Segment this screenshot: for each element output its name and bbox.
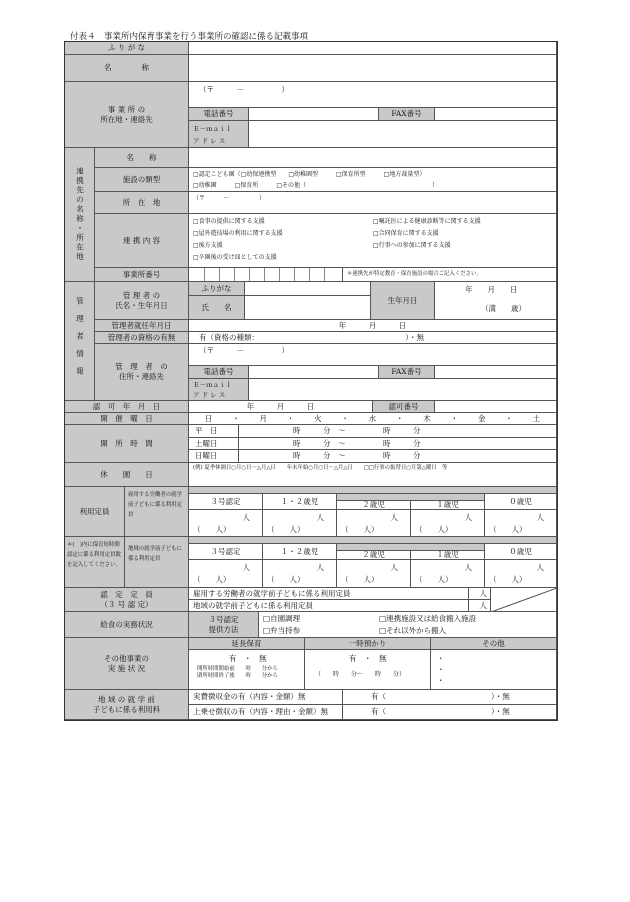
local-age1-count[interactable] xyxy=(411,560,485,588)
day-sat[interactable]: 土 xyxy=(532,413,540,423)
day-wed[interactable]: 水 xyxy=(368,413,377,423)
manager-address-label: 管 理 者 の 住所・連絡先 xyxy=(95,344,189,401)
meal-method-field[interactable] xyxy=(259,612,557,638)
manager-birth-field[interactable] xyxy=(435,282,557,320)
closed-days-field[interactable] xyxy=(189,463,557,487)
day-sun[interactable]: 日 xyxy=(204,413,213,423)
partner-name-field[interactable] xyxy=(189,148,557,168)
capacity-local-label: 地域の就学前子どもに係る利用定員 xyxy=(125,537,189,588)
emp-cat3-count[interactable] xyxy=(189,510,263,537)
partner-office-no-label: 事業所番号 xyxy=(95,268,189,282)
manager-postal: （〒 － ） xyxy=(199,346,289,355)
emp-age12-count[interactable] xyxy=(263,510,337,537)
fixed-local-count[interactable]: 人 xyxy=(469,600,491,612)
capacity-local-band xyxy=(189,537,557,544)
hours-saturday-label: 土曜日 xyxy=(189,438,239,450)
closed-days-label: 休 園 日 xyxy=(65,463,189,487)
day-sep: ・ xyxy=(505,413,513,423)
partner-type-label: 施設の類型 xyxy=(95,168,189,192)
operator-name-field[interactable] xyxy=(189,55,557,82)
unit-person: 人 xyxy=(536,563,544,572)
partner-section-label: 連携先の名称・所在地 xyxy=(65,148,95,282)
local-age12-count[interactable] xyxy=(263,560,337,588)
content-option-event[interactable]: □行事への参加に関する支援 xyxy=(373,242,451,249)
local-age2-count[interactable] xyxy=(337,560,411,588)
other-bullets: ・ ・ ・ xyxy=(437,654,445,685)
unit-person: 人 xyxy=(536,513,544,522)
extended-care-label: 延長保育 xyxy=(189,638,305,650)
content-option-meal[interactable]: □食事の提供に関する支援 xyxy=(193,218,265,225)
manager-fullname-field[interactable] xyxy=(245,296,371,320)
closed-days-example: (例) 夏季休園日○月○日～△月△日 年末年始○月○日～△月△日 □□行事の振替日○月第△曜日 等 xyxy=(193,465,448,471)
local-cat3-count[interactable] xyxy=(189,560,263,588)
hours-sunday-label: 日曜日 xyxy=(189,450,239,463)
short-time-count: （ 人） xyxy=(415,575,453,584)
day-sep: ・ xyxy=(286,413,295,423)
other-field[interactable] xyxy=(431,650,557,690)
day-sep: ・ xyxy=(232,413,240,423)
day-thu[interactable]: 木 xyxy=(423,413,431,423)
fee-actual-label: 実費徴収金の有（内容・金額）無 xyxy=(189,690,343,705)
meal-method-label: ３号認定 提供方法 xyxy=(189,612,259,638)
local-age-band xyxy=(337,544,485,551)
short-time-count: （ 人） xyxy=(415,525,453,534)
location-tel-field[interactable] xyxy=(249,108,379,121)
manager-birth-label: 生年月日 xyxy=(371,282,435,320)
partner-address-label: 所 在 地 xyxy=(95,192,189,214)
emp-age0-count[interactable] xyxy=(485,510,557,537)
hours-saturday-field[interactable]: 時 分 ～ 時 分 xyxy=(239,438,557,450)
hours-weekday-field[interactable]: 時 分 ～ 時 分 xyxy=(239,425,557,438)
emp-age2-count[interactable] xyxy=(337,510,411,537)
operator-furigana-field[interactable] xyxy=(189,42,557,55)
partner-content-field[interactable] xyxy=(189,214,557,268)
short-time-count: （ 人） xyxy=(193,525,231,534)
local-age0-label: ０歳児 xyxy=(485,544,557,560)
emp-age1-label: １歳児 xyxy=(411,501,485,510)
fee-extra-label: 上乗せ徴収の有（内容・理由・金額）無 xyxy=(189,705,343,720)
emp-age-band xyxy=(337,494,485,501)
emp-cat3-label: ３号認定 xyxy=(189,494,263,510)
other-label: その他 xyxy=(431,638,557,650)
partner-type-line1[interactable]: □認定こども園（□幼保連携型 □幼稚園型 □保育所型 □地方裁量型） xyxy=(193,171,426,178)
location-address-field[interactable] xyxy=(189,82,557,108)
emp-age2-label: ２歳児 xyxy=(337,501,411,510)
location-email-field[interactable] xyxy=(249,121,557,148)
local-age2-label: ２歳児 xyxy=(337,551,411,560)
emp-age1-count[interactable] xyxy=(411,510,485,537)
capacity-label: 利用定員 xyxy=(65,487,125,537)
fee-label: 地 域 の 就 学 前 子どもに係る利用料 xyxy=(65,690,189,720)
other-services-label: その他事業の 実 施 状 況 xyxy=(65,638,189,690)
unit-person: 人 xyxy=(464,513,472,522)
meal-label: 給食の実務状況 xyxy=(65,612,189,638)
manager-qual-value[interactable]: 有（資格の種類： ）・無 xyxy=(189,332,557,344)
manager-furigana-label: ふりがな xyxy=(189,282,245,296)
fixed-employee-count[interactable]: 人 xyxy=(469,588,491,600)
short-time-count: （ 人） xyxy=(489,575,527,584)
open-days-field[interactable] xyxy=(189,413,557,425)
hours-sunday-field[interactable]: 時 分 ～ 時 分 xyxy=(239,450,557,463)
manager-fax-label: FAX番号 xyxy=(379,366,435,379)
fixed-capacity-label: 認 定 定 員 （３ 号 認 定） xyxy=(65,588,189,612)
page-title: 付表４ 事業所内保育事業を行う事業所の確認に係る記載事項 xyxy=(70,32,309,42)
local-age1-label: １歳児 xyxy=(411,551,485,560)
content-option-graduate[interactable]: □卒園後の受け皿としての支援 xyxy=(193,254,277,261)
content-option-doctor[interactable]: □嘱託医による健康診断等に関する支援 xyxy=(373,218,481,225)
approval-no-label: 認可番号 xyxy=(373,401,435,413)
manager-furigana-field[interactable] xyxy=(245,282,371,296)
manager-qual-label: 管理者の資格の有無 xyxy=(95,332,189,344)
capacity-note: ＊( )内に保育短時間認定に係る利用定員数を記入してください。 xyxy=(65,537,125,588)
emp-age12-label: １・２歳児 xyxy=(263,494,337,510)
unit-person: 人 xyxy=(390,513,398,522)
manager-email-label: Ｅ－ｍａｉｌ ア ド レ ス xyxy=(189,379,249,401)
short-time-count: （ 人） xyxy=(341,525,379,534)
content-option-backup[interactable]: □後方支援 xyxy=(193,242,223,249)
content-option-joint[interactable]: □合同保育に関する支援 xyxy=(373,230,439,237)
manager-age: （満 歳） xyxy=(481,304,526,313)
open-days-label: 開 催 曜 日 xyxy=(65,413,189,425)
day-sep: ・ xyxy=(341,413,349,423)
unit-person: 人 xyxy=(464,563,472,572)
meal-option-partner[interactable]: □連携施設又は給食搬入施設 xyxy=(379,614,477,623)
partner-type-field[interactable] xyxy=(189,168,557,192)
extended-yes-no[interactable]: 有 ・ 無 xyxy=(229,654,267,663)
temporary-yes-no[interactable]: 有 ・ 無 xyxy=(349,654,387,663)
temporary-time: （ 時 分～ 時 分） xyxy=(315,671,406,678)
extended-care-field[interactable] xyxy=(189,650,305,690)
fee-actual-answer[interactable]: 有（ ）・無 xyxy=(343,690,557,705)
local-cat3-label: ３号認定 xyxy=(189,544,263,560)
manager-start-date[interactable]: 年 月 日 xyxy=(189,320,557,332)
capacity-employee-label: 雇用する労働者の就学前子どもに係る利用定員 xyxy=(125,487,189,537)
application-form xyxy=(64,41,558,721)
local-age0-count[interactable] xyxy=(485,560,557,588)
meal-option-lunchbox[interactable]: □弁当持参 xyxy=(263,626,301,635)
manager-email-field[interactable] xyxy=(249,379,557,401)
day-tue[interactable]: 火 xyxy=(314,413,322,423)
approval-date-field[interactable]: 年 月 日 xyxy=(189,401,373,413)
location-fax-field[interactable] xyxy=(435,108,557,121)
day-sep: ・ xyxy=(395,413,404,423)
operator-furigana-label: ふ り が な xyxy=(65,42,189,55)
extended-time: 開所時間開始前 時 分から 閉所時間終了後 時 分から xyxy=(197,666,278,679)
approval-date-label: 認 可 年 月 日 xyxy=(65,401,189,413)
unit-person: 人 xyxy=(390,563,398,572)
manager-fullname-label: 氏 名 xyxy=(189,296,245,320)
manager-fax-field[interactable] xyxy=(435,366,557,379)
partner-office-no-field[interactable] xyxy=(189,268,343,282)
manager-address-field[interactable] xyxy=(189,344,557,366)
partner-postal: （〒 － ） xyxy=(193,195,266,202)
location-label: 事 業 所 の 所在地・連絡先 xyxy=(65,82,189,148)
diagonal-line xyxy=(491,588,557,612)
partner-type-line2[interactable]: □幼稚園 □保育所 □その他（ ） xyxy=(193,182,439,189)
fixed-employee-label: 雇用する労働者の就学前子どもに係る利用定員 xyxy=(189,588,469,600)
manager-name-label: 管 理 者 の 氏名・生年月日 xyxy=(95,282,189,320)
location-fax-label: FAX番号 xyxy=(379,108,435,121)
short-time-count: （ 人） xyxy=(193,575,231,584)
meal-option-other[interactable]: □それ以外から搬入 xyxy=(379,626,447,635)
partner-name-label: 名 称 xyxy=(95,148,189,168)
temporary-care-label: 一時預かり xyxy=(305,638,431,650)
emp-age0-label: ０歳児 xyxy=(485,494,557,510)
partner-address-field[interactable] xyxy=(189,192,557,214)
manager-section-label: 管理者情報 xyxy=(65,282,95,401)
partner-note: ＊連携先が特定教育・保育施設の場合ご記入ください。 xyxy=(343,268,557,282)
unit-person: 人 xyxy=(316,513,324,522)
unit-person: 人 xyxy=(316,563,324,572)
short-time-count: （ 人） xyxy=(267,525,305,534)
fixed-blank-cell xyxy=(491,588,557,612)
operator-name-label: 名 称 xyxy=(65,55,189,82)
location-tel-label: 電話番号 xyxy=(189,108,249,121)
hours-label: 開 所 時 間 xyxy=(65,425,189,463)
partner-content-label: 連 携 内 容 xyxy=(95,214,189,268)
manager-start-label: 管理者就任年月日 xyxy=(95,320,189,332)
approval-no-field[interactable] xyxy=(435,401,557,413)
fee-extra-answer[interactable]: 有（ ）・無 xyxy=(343,705,557,720)
location-email-label: Ｅ－ｍａｉｌ ア ド レ ス xyxy=(189,121,249,148)
hours-weekday-label: 平 日 xyxy=(189,425,239,438)
short-time-count: （ 人） xyxy=(267,575,305,584)
manager-birth-date: 年 月 日 xyxy=(465,285,518,294)
unit-person: 人 xyxy=(242,513,250,522)
short-time-count: （ 人） xyxy=(341,575,379,584)
day-fri[interactable]: 金 xyxy=(477,413,486,423)
unit-person: 人 xyxy=(242,563,250,572)
local-age12-label: １・２歳児 xyxy=(263,544,337,560)
meal-option-inhouse[interactable]: □自園調理 xyxy=(263,614,301,623)
manager-tel-label: 電話番号 xyxy=(189,366,249,379)
content-option-playground[interactable]: □屋外遊技場の利用に関する支援 xyxy=(193,230,283,237)
day-mon[interactable]: 月 xyxy=(259,413,267,423)
fixed-local-label: 地域の就学前子どもに係る利用定員 xyxy=(189,600,469,612)
manager-tel-field[interactable] xyxy=(249,366,379,379)
location-postal: （〒 － ） xyxy=(199,85,289,94)
capacity-employee-band xyxy=(189,487,557,494)
temporary-care-field[interactable] xyxy=(305,650,431,690)
short-time-count: （ 人） xyxy=(489,525,527,534)
day-sep: ・ xyxy=(450,413,459,423)
